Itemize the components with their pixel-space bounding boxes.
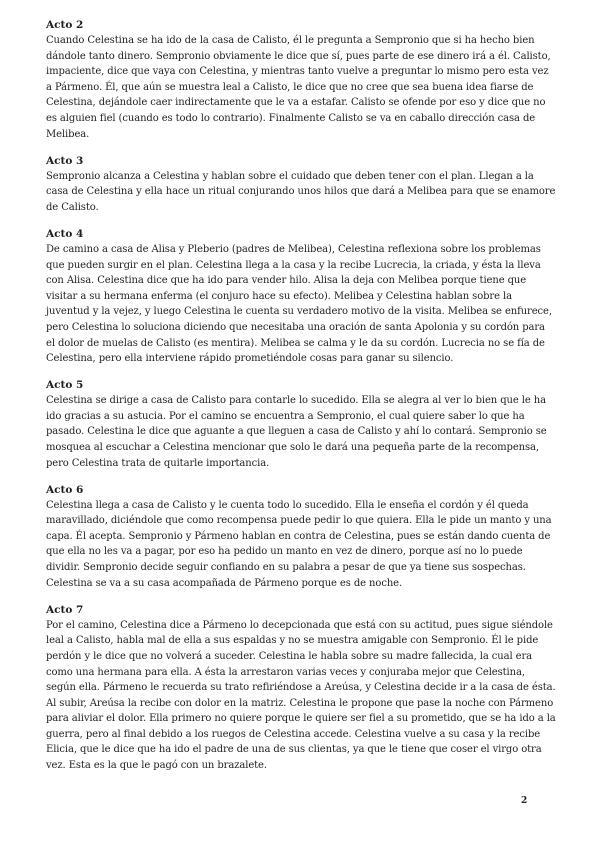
section-paragraph: Por el camino, Celestina dice a Pármeno lo decepcionada que está con su actitud, pues sigue siéndole leal a Calisto, habla mal de ella a sus espaldas y no se muestra amigable con Sempronio. Él le pide perdón y le dice que no volverá a suceder. Celestina le habla sobre su madre fallecida, la cual era como una hermana para ella. A ésta la arrestaron varias veces y conjuraba mejor que Celestina, según ella. Pármeno le recuerda su trato refiriéndose a Areúsa, y Celestina decide ir a la casa de ésta. Al subir, Areúsa la recibe con dolor en la matriz. Celestina le propone que pase la noche con Pármeno para aliviar el dolor. Ella primero no quiere porque le quiere ser fiel a su prometido, que se ha ido a la guerra, pero al final debido a los ruegos de Celestina accede. Celestina vuelve a su casa y la recibe Elicia, que le dice que ha ido el padre de una de sus clientas, ya que le tiene que coser el virgo otra vez. Esta es la que le pagó con un brazalete. xyxy=(46,619,556,772)
section-acto-2 xyxy=(46,18,556,142)
section-acto-7 xyxy=(46,603,556,774)
section-acto-5 xyxy=(46,378,556,471)
section-paragraph: Sempronio alcanza a Celestina y hablan sobre el cuidado que deben tener con el plan. Llegan a la casa de Celestina y ella hace un ritual conjurando unos hilos que dará a Melibea para que se enamore de Calisto. xyxy=(46,170,556,213)
section-paragraph: De camino a casa de Alisa y Pleberio (padres de Melibea), Celestina reflexiona sobre los problemas que pueden surgir en el plan. Celestina llega a la casa y la recibe Lucrecia, la criada, y ésta la lleva con Alisa. Celestina dice que ha ido para vender hilo. Alisa la deja con Melibea porque tiene que visitar a su hermana enferma (el conjuro hace su efecto). Melibea y Celestina hablan sobre la juventud y la vejez, y luego Celestina le cuenta su verdadero motivo de la visita. Melibea se enfurece, pero Celestina lo soluciona diciendo que necesitaba una oración de santa Apolonia y su cordón para el dolor de muelas de Calisto (es mentira). Melibea se calma y le da su cordón. Lucrecia no se fía de Celestina, pero ella interviene rápido prometiéndole cosas para ganar su silencio. xyxy=(46,243,552,365)
section-acto-6 xyxy=(46,483,556,592)
section-title: Acto 4 xyxy=(46,227,84,240)
section-paragraph: Celestina se dirige a casa de Calisto para contarle lo sucedido. Ella se alegra al ver lo bien que le ha ido gracias a su astucia. Por el camino se encuentra a Sempronio, el cual quiere saber lo que ha pasado. Celestina le dice que aguante a que lleguen a casa de Calisto y ahí lo contará. Sempronio se mosquea al escuchar a Celestina mencionar que solo le dará una pequeña parte de la recompensa, pero Celestina trata de quitarle importancia. xyxy=(46,395,547,469)
section-title: Acto 2 xyxy=(46,19,84,31)
page-number: 2 xyxy=(521,796,528,806)
document-body xyxy=(46,18,556,785)
section-title: Acto 7 xyxy=(46,603,84,616)
section-acto-3 xyxy=(46,154,556,216)
section-paragraph: Celestina llega a casa de Calisto y le cuenta todo lo sucedido. Ella le enseña el cordón y él queda maravillado, diciéndole que como recompensa puede pedir lo que quiera. Ella le pide un manto y una capa. Él acepta. Sempronio y Pármeno hablan en contra de Celestina, pues se están dando cuenta de que ella no les va a pagar, por eso ha pedido un manto en vez de dinero, porque así no lo puede dividir. Sempronio decide seguir confiando en su palabra a pesar de que ya tiene sus sospechas. Celestina se va a su casa acompañada de Pármeno porque es de noche. xyxy=(46,499,552,589)
section-paragraph: Cuando Celestina se ha ido de la casa de Calisto, él le pregunta a Sempronio que si ha hecho bien dándole tanto dinero. Sempronio obviamente le dice que sí, pues parte de ese dinero irá a él. Calisto, impaciente, dice que vaya con Celestina, y mientras tanto vuelve a preguntar lo mismo pero esta vez a Pármeno. Él, que aún se muestra leal a Calisto, le dice que no cree que sea buena idea fiarse de Celestina, dejándole caer indirectamente que le va a estafar. Calisto se ofende por eso y dice que no es alguien fiel (cuando es todo lo contrario). Finalmente Calisto se va en caballo dirección casa de Melibea. xyxy=(46,35,551,140)
section-acto-4 xyxy=(46,227,556,367)
section-title: Acto 5 xyxy=(46,379,84,392)
section-title: Acto 3 xyxy=(46,154,84,167)
section-title: Acto 6 xyxy=(46,483,84,496)
